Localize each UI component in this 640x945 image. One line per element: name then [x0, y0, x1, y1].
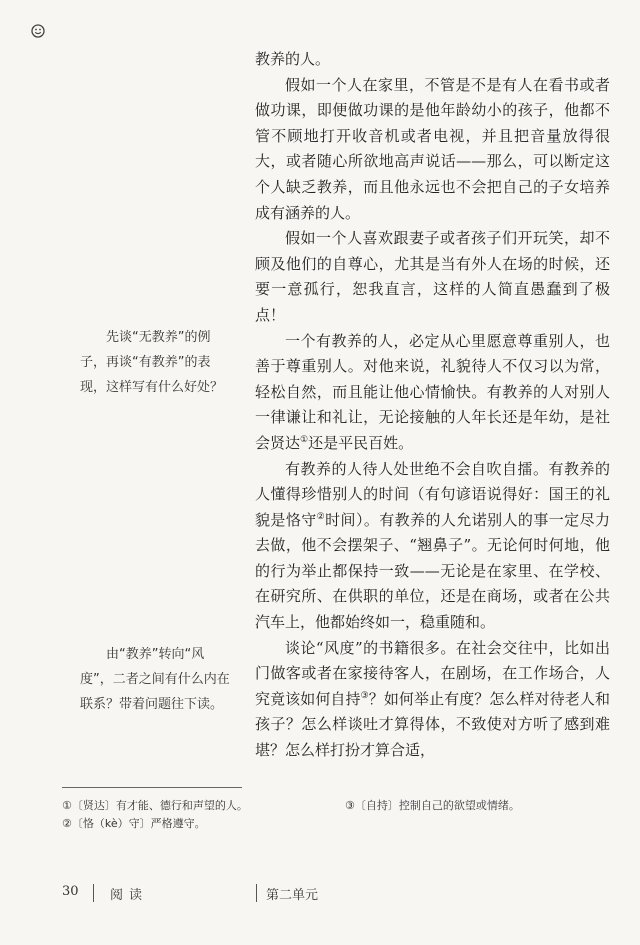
footnote-ref-1: ①: [300, 434, 309, 445]
paragraph-3: 假如一个人喜欢跟妻子或者孩子们开玩笑，却不顾及他们的自尊心，尤其是当有外人在场的时候，还要一意孤行，恕我直言，这样的人简直愚蠢到了极点！: [255, 229, 610, 324]
section-label: 阅读: [110, 888, 149, 903]
paragraph-1: 教养的人。: [255, 50, 331, 68]
footer-divider-1: [93, 884, 94, 902]
page-number: 30: [62, 884, 79, 899]
paragraph-5-part-b: 时间）。有教养的人允诺别人的事一定尽力去做，他不会摆架子、“翘鼻子”。无论何时何地，他的行为举止都保持一致——无论是在家里、在学校、在研究所、在供职的单位，还是在商场，或者在公共汽车上，他都始终如一，稳重随和。: [255, 510, 610, 632]
footnote-3: ③〔自持〕控制自己的欲望或情绪。: [345, 799, 520, 812]
paragraph-6: [255, 636, 610, 764]
side-note-2: [80, 642, 230, 717]
paragraph-6-part-a: 谈论“风度”的书籍很多。在社会交往中，比如出门做客或者在家接待客人，在剧场，在工作场合，人究竟该如何自持: [255, 638, 610, 708]
side-note-2-text: 由“教养”转向“风度”，二者之间有什么内在联系？带着问题往下读。: [80, 647, 230, 712]
paragraph-5-part-a: 有教养的人待人处世绝不会自吹自擂。有教养的人懂得珍惜别人的时间（有句谚语说得好：国王的礼貌是恪守: [255, 459, 610, 529]
smiley-face-icon: [31, 24, 45, 38]
unit-label: 第二单元: [266, 888, 319, 903]
footnote-divider: [62, 787, 242, 788]
paragraph-4-part-a: 一个有教养的人，必定从心里愿意尊重别人，也善于尊重别人。对他来说，礼貌待人不仅习以为常，轻松自然，而且能让他心情愉快。有教养的人对别人一律谦让和礼让，无论接触的人年长还是年幼，是社会贤达: [255, 331, 610, 452]
paragraph-6-part-b: ？如何举止有度？怎么样对待老人和孩子？怎么样谈吐才算得体，不致使对方听了感到难堪？怎么样打扮才算合适，: [255, 689, 610, 760]
side-note-1: [80, 325, 230, 400]
main-text: [255, 47, 610, 764]
footnote-ref-2: ②: [316, 511, 326, 522]
paragraph-5: [255, 457, 610, 636]
footer-divider-2: [256, 884, 257, 902]
side-note-1-text: 先谈“无教养”的例子，再谈“有教养”的表现，这样写有什么好处？: [80, 330, 224, 395]
paragraph-4: [255, 329, 610, 457]
paragraph-4-part-b: 还是平民百姓。: [308, 433, 414, 452]
footnote-1: ①〔贤达〕有才能、德行和声望的人。: [62, 799, 248, 812]
footnote-ref-3: ③: [360, 690, 369, 701]
footnote-2: ②〔恪（kè）守〕严格遵守。: [62, 817, 206, 830]
paragraph-2: 假如一个人在家里，不管是不是有人在看书或者做功课，即便做功课的是他年龄幼小的孩子，他都不管不顾地打开收音机或者电视，并且把音量放得很大，或者随心所欲地高声说话——那么，可以断定这个人缺乏教养，而且他永远也不会把自己的子女培养成有涵养的人。: [255, 75, 610, 222]
